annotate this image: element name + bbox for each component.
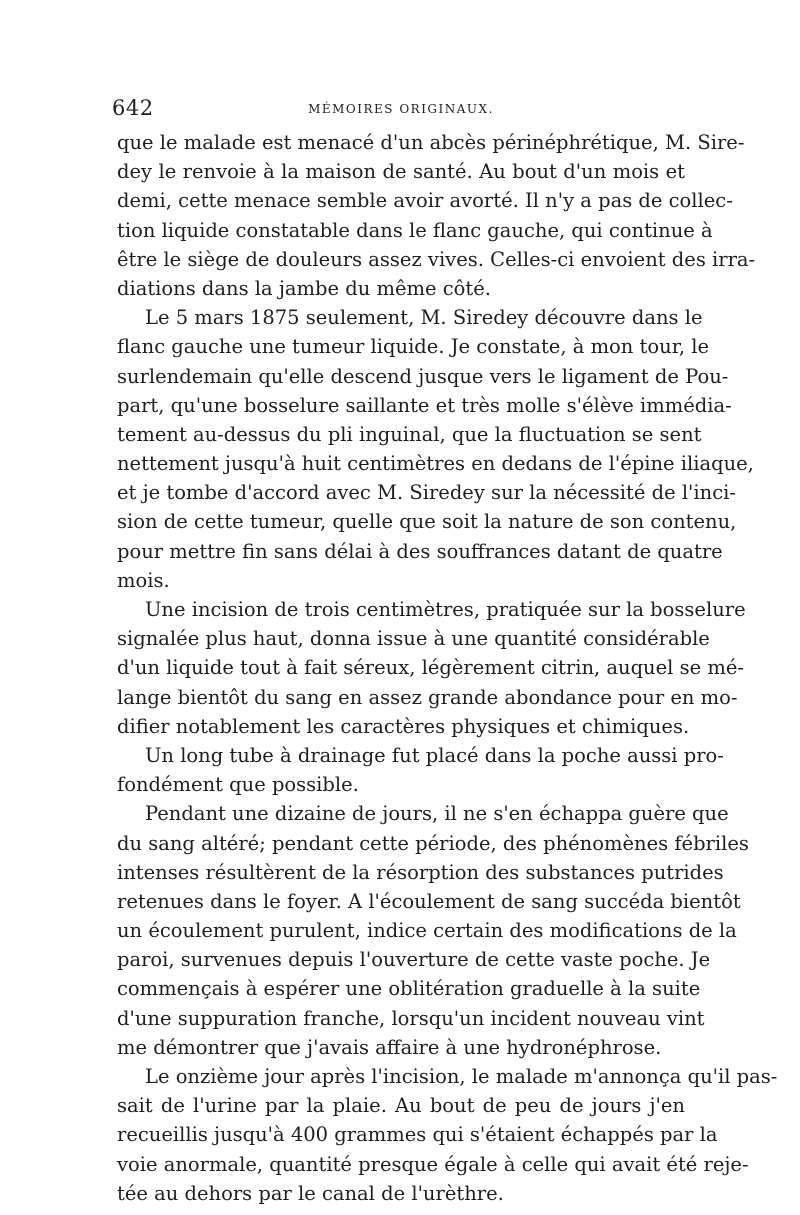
text-line: sait de l'urine par la plaie. Au bout de peu de jours j'en <box>117 1094 685 1118</box>
text-line: Le onzième jour après l'incision, le malade m'annonça qu'il pas- <box>145 1065 778 1088</box>
text-line: fondément que possible. <box>117 773 359 797</box>
text-line: tion liquide constatable dans le flanc gauche, qui continue à <box>117 218 713 242</box>
running-title: MÉMOIRES ORIGINAUX. <box>308 102 494 116</box>
text-line: Une incision de trois centimètres, pratiquée sur la bosselure <box>145 598 746 621</box>
text-line: d'une suppuration franche, lorsqu'un incident nouveau vint <box>117 1006 705 1030</box>
text-line: dey le renvoie à la maison de santé. Au bout d'un mois et <box>117 160 685 184</box>
text-line: signalée plus haut, donna issue à une quantité considérable <box>117 627 710 651</box>
text-line: flanc gauche une tumeur liquide. Je constate, à mon tour, le <box>117 335 710 359</box>
text-line: recueillis jusqu'à 400 grammes qui s'étaient échappés par la <box>117 1123 718 1147</box>
paragraph <box>117 303 754 595</box>
paragraph <box>117 799 749 1062</box>
body-text <box>117 128 778 1208</box>
text-line: retenues dans le foyer. A l'écoulement de sang succéda bientôt <box>117 889 741 913</box>
text-line: diations dans la jambe du même côté. <box>117 276 491 300</box>
paragraph <box>117 128 756 303</box>
text-line: Un long tube à drainage fut placé dans la poche aussi pro- <box>145 743 724 767</box>
paragraph <box>117 595 746 741</box>
text-line: Pendant une dizaine de jours, il ne s'en échappa guère que <box>145 802 729 826</box>
text-line: que le malade est menacé d'un abcès périnéphrétique, M. Sire- <box>117 131 745 154</box>
text-line: tement au-dessus du pli inguinal, que la fluctuation se sent <box>117 422 702 446</box>
text-line: voie anormale, quantité presque égale à celle qui avait été reje- <box>117 1152 749 1176</box>
text-line: mois. <box>117 568 170 592</box>
text-line: commençais à espérer une oblitération graduelle à la suite <box>117 977 701 1001</box>
paragraph <box>117 1062 778 1208</box>
text-line: part, qu'une bosselure saillante et très molle s'élève immédia- <box>117 393 732 417</box>
text-line: pour mettre fin sans délai à des souffrances datant de quatre <box>117 539 723 563</box>
paragraph <box>117 741 724 799</box>
text-line: d'un liquide tout à fait séreux, légèrement citrin, auquel se mé- <box>117 656 744 680</box>
page-header <box>112 96 690 126</box>
text-line: demi, cette menace semble avoir avorté. Il n'y a pas de collec- <box>117 189 733 213</box>
text-line: paroi, survenues depuis l'ouverture de cette vaste poche. Je <box>117 948 711 972</box>
text-line: sion de cette tumeur, quelle que soit la nature de son contenu, <box>117 510 737 534</box>
text-line: surlendemain qu'elle descend jusque vers le ligament de Pou- <box>117 364 729 388</box>
text-line: lange bientôt du sang en assez grande abondance pour en mo- <box>117 685 738 709</box>
text-line: intenses résultèrent de la résorption des substances putrides <box>117 860 724 884</box>
page-number: 642 <box>112 96 154 120</box>
text-line: un écoulement purulent, indice certain des modifications de la <box>117 919 737 943</box>
text-line: nettement jusqu'à huit centimètres en dedans de l'épine iliaque, <box>117 452 754 476</box>
text-line: être le siège de douleurs assez vives. Celles-ci envoient des irra- <box>117 247 756 271</box>
text-line: Le 5 mars 1875 seulement, M. Siredey découvre dans le <box>145 306 703 330</box>
text-line: difier notablement les caractères physiques et chimiques. <box>117 714 690 738</box>
text-line: tée au dehors par le canal de l'urèthre. <box>117 1181 504 1205</box>
text-line: et je tombe d'accord avec M. Siredey sur la nécessité de l'inci- <box>117 481 736 505</box>
text-line: me démontrer que j'avais affaire à une hydronéphrose. <box>117 1035 662 1059</box>
text-line: du sang altéré; pendant cette période, des phénomènes fébriles <box>117 831 749 855</box>
